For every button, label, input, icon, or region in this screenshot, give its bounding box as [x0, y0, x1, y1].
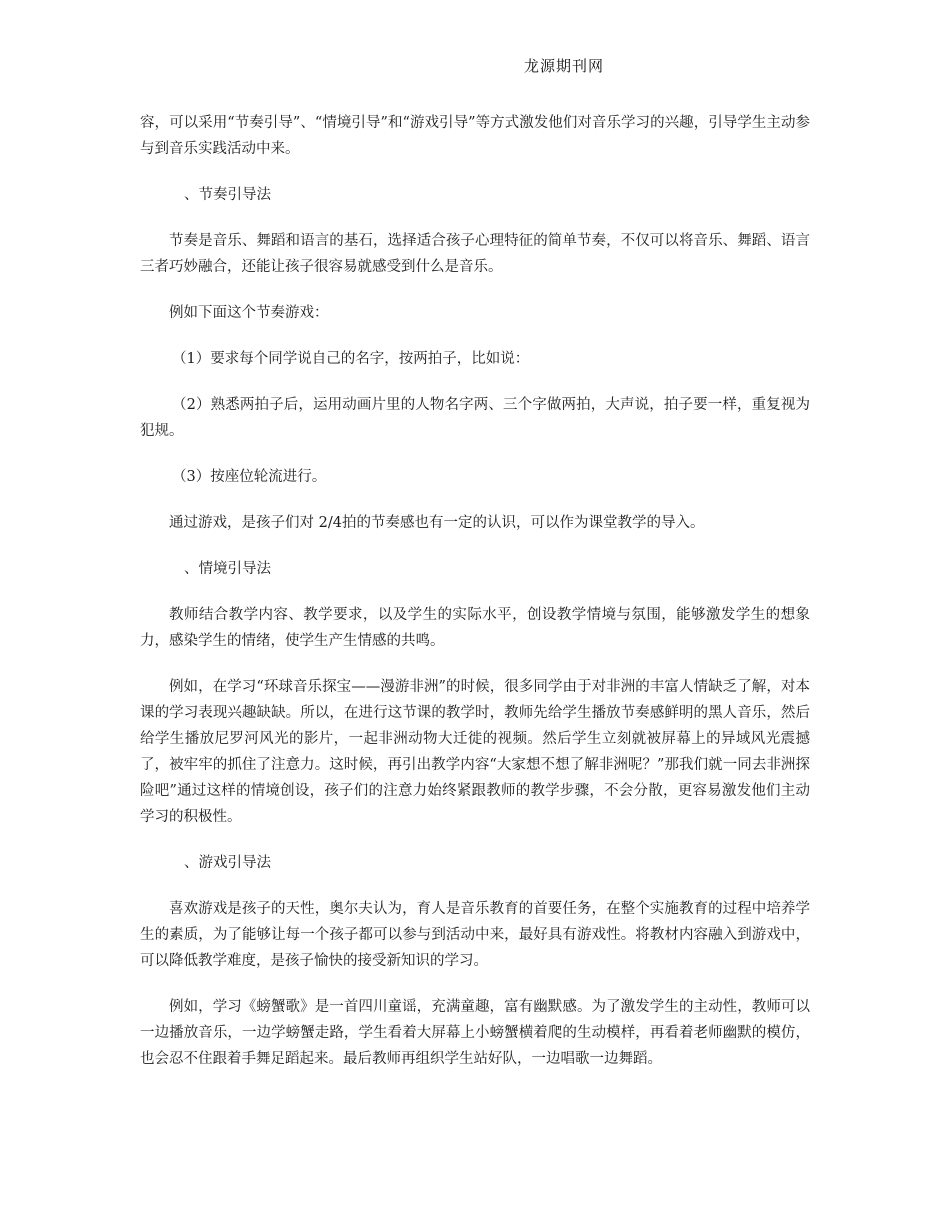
- list-item: （1）要求每个同学说自己的名字，按两拍子，比如说：: [172, 351, 530, 367]
- paragraph: 通过游戏，是孩子们对 2/4拍的节奏感也有一定的认识，可以作为课堂教学的导入。: [169, 515, 705, 531]
- section-heading-game: 、游戏引导法: [184, 855, 271, 871]
- list-item: （2）熟悉两拍子后，运用动画片里的人物名字两、三个字做两拍，大声说，拍子要一样，重复视为犯规。: [140, 397, 810, 439]
- intro-paragraph: 容，可以采用“节奏引导”、“情境引导”和“游戏引导”等方式激发他们对音乐学习的兴趣，引导学生主动参与到音乐实践活动中来。: [140, 115, 810, 157]
- section-heading-situation: 、情境引导法: [184, 561, 271, 577]
- site-title: 龙源期刊网: [524, 57, 605, 75]
- article-body: [140, 110, 810, 1072]
- paragraph: 教师结合教学内容、教学要求，以及学生的实际水平，创设教学情境与氛围，能够激发学生的想象力，感染学生的情绪，使学生产生情感的共鸣。: [140, 607, 810, 649]
- section-heading-rhythm: 、节奏引导法: [184, 187, 271, 203]
- paragraph: 例如，在学习“环球音乐探宝——漫游非洲”的时候，很多同学由于对非洲的丰富人情缺乏了解，对本课的学习表现兴趣缺缺。所以，在进行这节课的教学时，教师先给学生播放节奏感鲜明的黑人音乐，然后给学生播放尼罗河风光的影片，一起非洲动物大迁徙的视频。然后学生立刻就被屏幕上的异域风光震撼了，被牢牢的抓住了注意力。这时候，再引出教学内容“大家想不想了解非洲呢？”那我们就一同去非洲探险吧”通过这样的情境创设，孩子们的注意力始终紧跟教师的教学步骤，不会分散，更容易激发他们主动学习的积极性。: [140, 679, 810, 825]
- paragraph: 例如下面这个节奏游戏：: [169, 305, 329, 321]
- paragraph: 例如，学习《螃蟹歌》是一首四川童谣，充满童趣，富有幽默感。为了激发学生的主动性，教师可以一边播放音乐，一边学螃蟹走路，学生看着大屏幕上小螃蟹横着爬的生动模样，再看着老师幽默的模仿，也会忍不住跟着手舞足蹈起来。最后教师再组织学生站好队，一边唱歌一边舞蹈。: [140, 999, 810, 1067]
- paragraph: 节奏是音乐、舞蹈和语言的基石，选择适合孩子心理特征的简单节奏，不仅可以将音乐、舞蹈、语言三者巧妙融合，还能让孩子很容易就感受到什么是音乐。: [140, 233, 810, 275]
- paragraph: 喜欢游戏是孩子的天性，奥尔夫认为，育人是音乐教育的首要任务，在整个实施教育的过程中培养学生的素质，为了能够让每一个孩子都可以参与到活动中来，最好具有游戏性。将教材内容融入到游戏中，可以降低教学难度，是孩子愉快的接受新知识的学习。: [140, 901, 810, 969]
- list-item: （3）按座位轮流进行。: [172, 469, 327, 485]
